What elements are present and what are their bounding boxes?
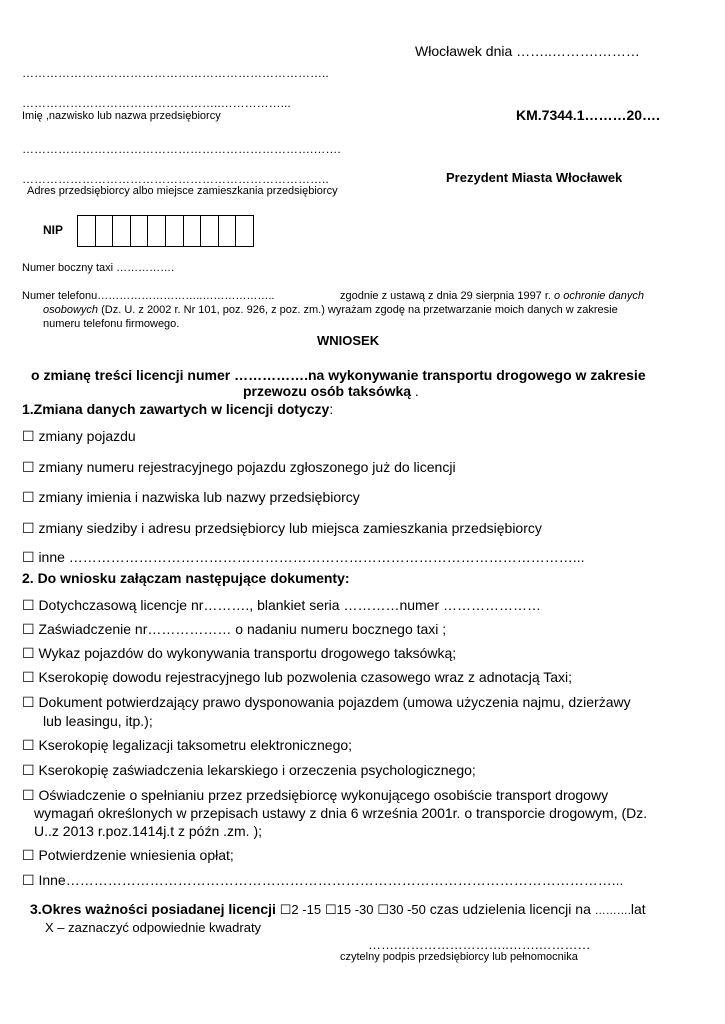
checkbox-medical-certificate[interactable]: ☐ Kserokopię zaświadczenia lekarskiego i orzeczenia psychologicznego; [22, 762, 476, 778]
checkbox-vehicle-list[interactable]: ☐ Wykaz pojazdów do wykonywania transportu drogowego taksówką; [22, 645, 457, 661]
checkbox-vehicle-ownership-doc[interactable]: ☐ Dokument potwierdzający prawo dysponowania pojazdem (umowa użyczenia najmu, dzierżawy [22, 694, 631, 710]
nip-cell[interactable] [201, 216, 219, 246]
nip-cell[interactable] [219, 216, 237, 246]
licence-period-label: czas udzielenia licencji na [425, 901, 591, 917]
nip-cell[interactable] [148, 216, 166, 246]
title-line-2: przewozu osób taksówką . [243, 383, 419, 399]
checkbox-registration-change[interactable]: ☐ zmiany numeru rejestracyjnego pojazdu zgłoszonego już do licencji [22, 459, 456, 475]
section-2-heading: 2. Do wniosku załączam następujące dokumenty: [22, 570, 350, 586]
document-title: WNIOSEK [317, 333, 380, 348]
licence-years-input[interactable]: ………. [594, 905, 631, 917]
signature-line[interactable]: …….……………………..…….………… [368, 937, 591, 952]
section-3-heading: 3.Okres ważności posiadanej licencji [30, 901, 276, 917]
section-1-heading: 1.Zmiana danych zawartych w licencji dotyczy: [22, 401, 334, 417]
address-label: Adres przedsiębiorcy albo miejsce zamieszkania przedsiębiorcy [27, 185, 338, 197]
taxi-side-number[interactable]: Numer boczny taxi ……………. [22, 262, 175, 274]
checkbox-registration-copy[interactable]: ☐ Kserokopię dowodu rejestracyjnego lub pozwolenia czasowego wraz z adnotacją Taxi; [22, 669, 573, 685]
period-option-2-15[interactable]: ☐2 -15 [279, 902, 322, 917]
checkbox-vehicle-change[interactable]: ☐ zmiany pojazdu [22, 428, 136, 444]
mark-instructions: X – zaznaczyć odpowiednie kwadraty [45, 920, 262, 935]
consent-text-3: numeru telefonu firmowego. [43, 318, 180, 330]
checkbox-taximeter-legalization[interactable]: ☐ Kserokopię legalizacji taksometru elektronicznego; [22, 737, 353, 753]
declaration-cont-2: U..z 2013 r.poz.1414j.t z późn .zm. ); [34, 823, 262, 839]
nip-cell[interactable] [131, 216, 149, 246]
nip-cell[interactable] [113, 216, 131, 246]
applicant-name-line-2[interactable]: …………………………………………..……………... [22, 96, 291, 110]
nip-cell[interactable] [78, 216, 96, 246]
consent-text-2: osobowych (Dz. U. z 2002 r. Nr 101, poz. 926, z poz. zm.) wyrażam zgodę na przetwarzanie moich danych w zakresie [43, 304, 618, 316]
signature-label: czytelny podpis przedsiębiorcy lub pełnomocnika [340, 951, 578, 963]
nip-cell[interactable] [184, 216, 202, 246]
checkbox-side-number-certificate[interactable]: ☐ Zaświadczenie nr……………… o nadaniu numeru bocznego taxi ; [22, 621, 447, 637]
years-label: lat [630, 901, 646, 917]
nip-cell[interactable] [236, 216, 253, 246]
vehicle-ownership-doc-cont: lub leasingu, itp.); [43, 713, 153, 729]
checkbox-fee-confirmation[interactable]: ☐ Potwierdzenie wniesienia opłat; [22, 847, 234, 863]
nip-cell[interactable] [166, 216, 184, 246]
address-line-1[interactable]: ……………………………………………………………….……. [22, 142, 341, 156]
city-date: Włocławek dnia ……..……….……… [415, 43, 640, 59]
nip-label: NIP [43, 223, 64, 237]
section-3-row [30, 901, 646, 918]
checkbox-current-licence[interactable]: ☐ Dotychczasową licencje nr………., blankiet seria …………numer ………………… [22, 597, 542, 613]
phone-number[interactable]: Numer telefonu………………………..……………….. [22, 290, 275, 302]
checkbox-declaration[interactable]: ☐ Oświadczenie o spełnianiu przez przedsiębiorcę wykonującego osobiście transport drogowy [22, 787, 609, 803]
checkbox-name-change[interactable]: ☐ zmiany imienia i nazwiska lub nazwy przedsiębiorcy [22, 489, 360, 505]
address-line-2[interactable]: ………………………………………………………………….. [22, 172, 329, 186]
declaration-cont-1: wymagań określonych w przepisach ustawy z dnia 6 września 2001r. o transporcie drogowym, (Dz. [34, 805, 648, 821]
consent-text-1: zgodnie z ustawą z dnia 29 sierpnia 1997 r. o ochronie danych [340, 290, 644, 302]
title-line-1: o zmianę treści licencji numer …………….na wykonywanie transportu drogowego w zakresie [31, 367, 646, 383]
checkbox-other-change[interactable]: ☐ inne ………………………………………………………………………………………………... [22, 549, 585, 565]
applicant-name-line-1[interactable]: ………………………………………………………………….. [22, 66, 329, 80]
period-option-15-30[interactable]: ☐15 -30 [324, 902, 374, 917]
checkbox-other-documents[interactable]: ☐ Inne………………………………………………………………………………………………………... [22, 872, 624, 888]
checkbox-address-change[interactable]: ☐ zmiany siedziby i adresu przedsiębiorcy lub miejsca zamieszkania przedsiębiorcy [22, 520, 542, 536]
case-number: KM.7344.1………20…. [516, 107, 660, 123]
recipient: Prezydent Miasta Włocławek [446, 170, 623, 185]
period-option-30-50[interactable]: ☐30 -50 [377, 902, 426, 917]
nip-input-boxes[interactable] [77, 215, 254, 247]
nip-cell[interactable] [96, 216, 114, 246]
applicant-name-label: Imię ,nazwisko lub nazwa przedsiębiorcy [22, 110, 221, 122]
